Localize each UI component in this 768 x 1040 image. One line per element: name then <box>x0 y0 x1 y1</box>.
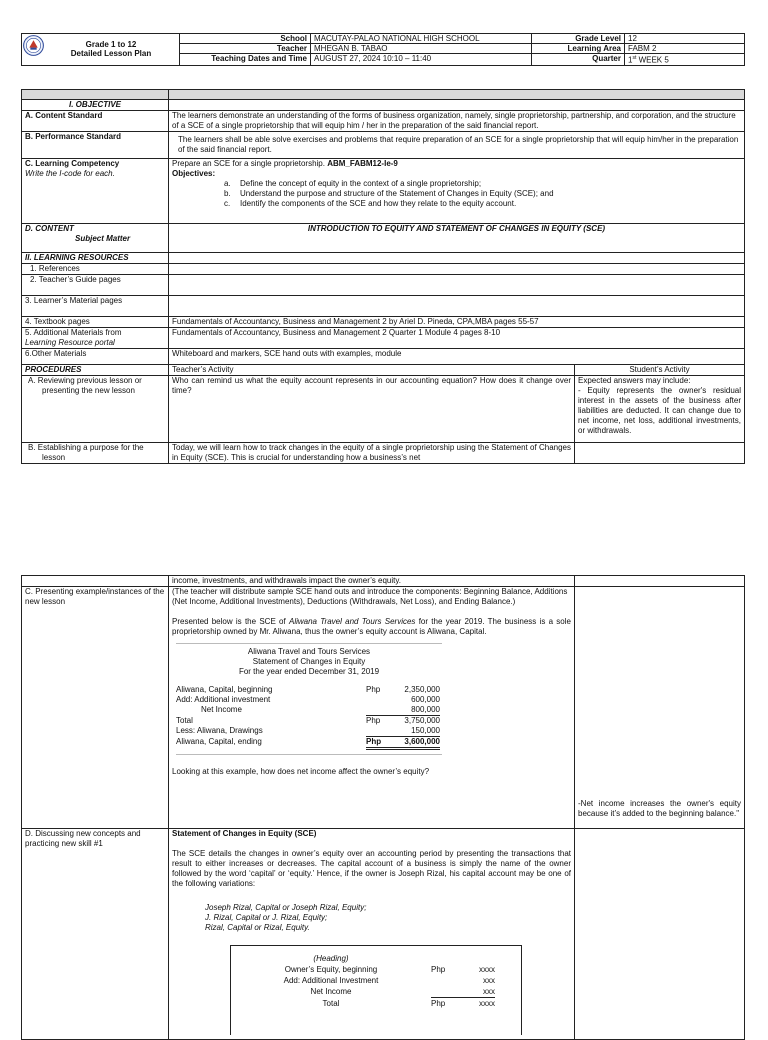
area-value: FABM 2 <box>625 44 745 54</box>
textbook-value: Fundamentals of Accountancy, Business and Management 2 by Ariel D. Pineda, CPA,MBA pages 55-57 <box>169 317 745 328</box>
teacher-activity-heading: Teacher’s Activity <box>169 365 575 376</box>
procedure-d-label: D. Discussing new concepts and practicing new skill #1 <box>22 829 169 1040</box>
sce-row: Aliwana, Capital, ending Php 3,600,000 <box>176 737 442 750</box>
procedure-d-paragraph: The SCE details the changes in owner’s equity over an accounting period by presenting the transactions that result to either increases or decreases. The capital account of a business is simply the name of the owner followed by the word ‘capital’ or ‘equity.’ Hence, if the owner is Joseph Rizal, his capital account may be one of the following variations: <box>172 849 571 888</box>
procedure-a-label: A. Reviewing previous lesson or presenting the new lesson <box>22 376 169 443</box>
resources-heading: II. LEARNING RESOURCES <box>22 253 169 264</box>
content-standard-label: A. Content Standard <box>22 111 169 132</box>
sce-template-row: Add: Additional Investment xxx <box>283 976 495 985</box>
sce-template <box>230 945 522 1035</box>
procedure-c-student: -Net income increases the owner's equity because it’s added to the beginning balance." <box>578 799 741 818</box>
procedure-b-label: B. Establishing a purpose for the lesson <box>22 443 169 464</box>
header-table <box>21 33 745 66</box>
additional-materials-label: 5. Additional Materials from <box>25 328 122 337</box>
sce-period: For the year ended December 31, 2019 <box>238 667 380 676</box>
procedure-a-student <box>575 376 745 443</box>
procedure-b-continued: income, investments, and withdrawals impact the owner’s equity. <box>169 576 575 587</box>
other-materials-label: 6.Other Materials <box>22 349 169 365</box>
sce-template-row: Net Income xxx <box>310 987 495 996</box>
content-cell <box>22 224 169 253</box>
sce-company: Aliwana Travel and Tours Services <box>247 647 371 656</box>
capital-variation: J. Rizal, Capital or J. Rizal, Equity; <box>205 913 328 922</box>
procedure-c-paragraph: Presented below is the SCE of Aliwana Travel and Tours Services for the year 2019. The business is a sole proprietorship owned by Mr. Aliwana, thus the owner’s equity account is Aliwana, Capital. <box>172 617 571 636</box>
deped-seal-icon <box>23 35 44 56</box>
learners-material-label: 3. Learner’s Material pages <box>22 296 169 317</box>
procedure-a-teacher: Who can remind us what the equity account represents in our accounting equation? How does it change over time? <box>169 376 575 443</box>
procedure-d-title: Statement of Changes in Equity (SCE) <box>172 829 317 838</box>
performance-standard-label: B. Performance Standard <box>22 132 169 159</box>
teacher-value: MHEGAN B. TABAO <box>311 44 532 54</box>
objective-item: a. Define the concept of equity in the context of a single proprietorship; <box>224 179 482 188</box>
competency-text: Prepare an SCE for a single proprietorship. <box>172 159 328 168</box>
procedure-a-student-intro: Expected answers may include: <box>578 376 691 385</box>
sce-row: Aliwana, Capital, beginning Php 2,350,000 <box>176 685 440 694</box>
capital-variations <box>172 903 571 933</box>
plan-title-cell <box>22 34 180 66</box>
procedure-c-teacher <box>169 587 575 829</box>
plan-title-2: Detailed Lesson Plan <box>70 49 152 59</box>
procedure-c-label: C. Presenting example/instances of the new lesson <box>22 587 169 829</box>
textbook-label: 4. Textbook pages <box>22 317 169 328</box>
procedures-heading: PROCEDURES <box>22 365 169 376</box>
grade-value: 12 <box>625 34 745 44</box>
additional-materials-value: Fundamentals of Accountancy, Business and Management 2 Quarter 1 Module 4 pages 8-10 <box>169 328 745 349</box>
dates-value: AUGUST 27, 2024 10:10 – 11:40 <box>311 54 532 66</box>
sce-example <box>176 643 442 755</box>
procedure-c-student-cell <box>575 587 745 829</box>
objective-item: b. Understand the purpose and structure of the Statement of Changes in Equity (SCE); and <box>224 189 554 198</box>
quarter-label: Quarter <box>532 54 625 66</box>
learning-competency-content <box>169 159 745 224</box>
grade-label: Grade Level <box>532 34 625 44</box>
other-materials-value: Whiteboard and markers, SCE hand outs with examples, module <box>169 349 745 365</box>
capital-variation: Joseph Rizal, Capital or Joseph Rizal, Equity; <box>205 903 367 912</box>
content-value: INTRODUCTION TO EQUITY AND STATEMENT OF CHANGES IN EQUITY (SCE) <box>169 224 745 253</box>
references-label: 1. References <box>22 264 169 275</box>
learning-competency-label: C. Learning Competency <box>25 159 120 168</box>
quarter-ordinal: 1 <box>628 55 633 65</box>
teacher-label: Teacher <box>180 44 311 54</box>
content-label: D. CONTENT <box>25 224 74 233</box>
learning-competency-cell <box>22 159 169 224</box>
sce-row: Total Php 3,750,000 <box>176 716 440 725</box>
procedure-b-teacher: Today, we will learn how to track changes in the equity of a single proprietorship using the Statement of Changes in Equity (SCE). This is crucial for understanding how a business’s net <box>169 443 575 464</box>
procedure-d-teacher <box>169 829 575 1040</box>
procedure-c-question: Looking at this example, how does net income affect the owner’s equity? <box>172 767 430 776</box>
additional-materials-sub: Learning Resource portal <box>25 338 115 347</box>
plan-title-1: Grade 1 to 12 <box>85 40 137 50</box>
sce-title: Statement of Changes in Equity <box>252 657 366 666</box>
objectives-list <box>172 179 741 209</box>
sce-row: Add: Additional investment 600,000 <box>176 695 440 704</box>
capital-variation: Rizal, Capital or Rizal, Equity. <box>205 923 310 932</box>
objective-item: c. Identify the components of the SCE and how they relate to the equity account. <box>224 199 517 208</box>
additional-materials-cell <box>22 328 169 349</box>
sce-row: Less: Aliwana, Drawings 150,000 <box>176 726 440 735</box>
objective-heading: I. OBJECTIVE <box>22 100 169 111</box>
content-standard-text: The learners demonstrate an understanding of the forms of business organization, namely, single proprietorship, partnership, and corporation, and the structure of a SCE of a single proprietorship that will equip him / her in the preparation of the said financial report. <box>169 111 745 132</box>
sce-template-row: Owner’s Equity, beginning Php xxxx <box>284 965 495 974</box>
sce-template-heading: (Heading) <box>313 954 349 963</box>
objectives-label: Objectives: <box>172 169 216 178</box>
quarter-week: WEEK 5 <box>636 55 669 65</box>
quarter-suffix: st <box>632 55 637 61</box>
lesson-plan-table-page-1 <box>21 89 745 464</box>
procedure-a-student-answer: - Equity represents the owner's residual interest in the assets of the business after liabilities are deducted. It can change due to net income, net loss, additional investments, or withdrawals. <box>578 386 741 435</box>
school-label: School <box>180 34 311 44</box>
learning-competency-note: Write the I-code for each. <box>25 169 115 178</box>
student-activity-heading: Student’s Activity <box>575 365 745 376</box>
competency-code: ABM_FABM12-Ie-9 <box>327 159 398 168</box>
dates-label: Teaching Dates and Time <box>180 54 311 66</box>
sce-row: Net Income 800,000 <box>201 705 440 714</box>
performance-standard-text: The learners shall be able solve exercises and problems that require preparation of an SCE for a single proprietorship that will equip him/her in the preparation of the said financial report. <box>169 132 745 159</box>
area-label: Learning Area <box>532 44 625 54</box>
quarter-value <box>625 54 745 66</box>
procedure-c-intro: (The teacher will distribute sample SCE hand outs and introduce the components: Beginning Balance, Additions (Net Income, Additional Investments), Deductions (Withdrawals, Net Loss), and Ending Balance.) <box>172 587 568 606</box>
sce-template-row: Total Php xxxx <box>322 999 495 1008</box>
lesson-plan-table-page-2 <box>21 575 745 1040</box>
teachers-guide-label: 2. Teacher’s Guide pages <box>22 275 169 296</box>
subject-matter-label: Subject Matter <box>75 234 131 243</box>
school-value: MACUTAY-PALAO NATIONAL HIGH SCHOOL <box>311 34 532 44</box>
